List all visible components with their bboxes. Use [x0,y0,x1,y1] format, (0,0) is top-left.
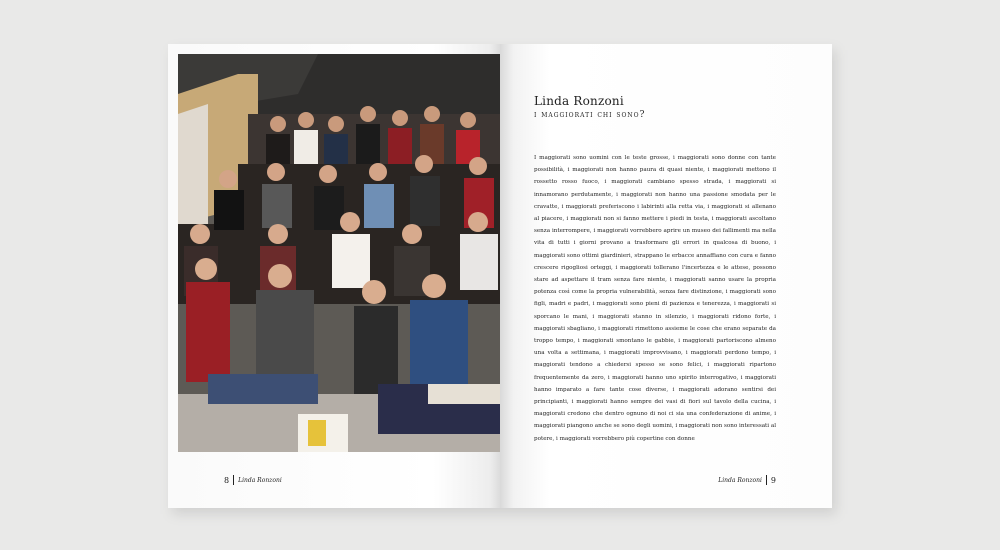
left-folio [224,475,282,485]
chapter-title: i maggiorati chi sono? [534,110,646,120]
running-name: Linda Ronzoni [238,476,282,484]
page-number: 9 [770,475,776,485]
right-folio [718,475,776,485]
book-spread [168,44,832,508]
folio-separator [766,475,767,485]
left-page [168,44,500,508]
page-number: 8 [224,475,230,485]
body-paragraph: I maggiorati sono uomini con le teste grosse, i maggiorati sono donne con tante possibilità, i maggiorati non hanno paura di quasi niente, i maggiorati mettono il rossetto rosso fuoco, i maggiorati cambiano spesso strada, i maggiorati si innamorano perdutamente, i maggiorati non hanno una passione smodata per le cravatte, i maggiorati preferiscono i labirinti alla retta via, i maggiorati si allenano al piacere, i maggiorati non si fanno mettere i piedi in testa, i maggiorati ascoltano senza interrompere, i maggiorati vorrebbero aprire un museo dei fallimenti ma nella vita di tutti i giorni provano a trasformare gli errori in qualcosa di buono, i maggiorati sono ottimi giardinieri, strappano le erbacce annaffiano con cura e fanno crescere rigogliosi orteggi, i maggiorati tollerano l'incertezza e le attese, possono stare ad aspettare il tram senza fare niente, i maggiorati sanno usare la propria potenza così come la propria vulnerabilità, senza fare distinzione, i maggiorati sono figli, madri e padri, i maggiorati sono pieni di pazienza e tenerezza, i maggiorati si sporcano le mani, i maggiorati stanno in silenzio, i maggiorati ridono forte, i maggiorati sbagliano, i maggiorati rimettono assieme le cose che erano separate da troppo tempo, i maggiorati smontano le gabbie, i maggiorati partoriscono almeno una volta a settimana, i maggiorati improvvisano, i maggiorati perdono tempo, i maggiorati tendono a chiedersi spesso se sono felici, i maggiorati ripartono frequentemente da zero, i maggiorati hanno uno spirito interrogativo, i maggiorati hanno imparato a fare tante cose diverse, i maggiorati adorano sentirsi dei principianti, i maggiorati hanno sempre dei vasi di fiori sul tavolo della cucina, i maggiorati credono che dentro ognuno di noi ci sia una confederazione di anime, i maggiorati piangono anche se sono degli uomini, i maggiorati non sono interessati al potere, i maggiorati vorrebbero più copertine con donne [534,155,776,442]
running-name: Linda Ronzoni [718,476,762,484]
author-name: Linda Ronzoni [534,94,624,108]
folio-separator [233,475,234,485]
right-page [500,44,832,508]
audience-photo [178,54,500,452]
